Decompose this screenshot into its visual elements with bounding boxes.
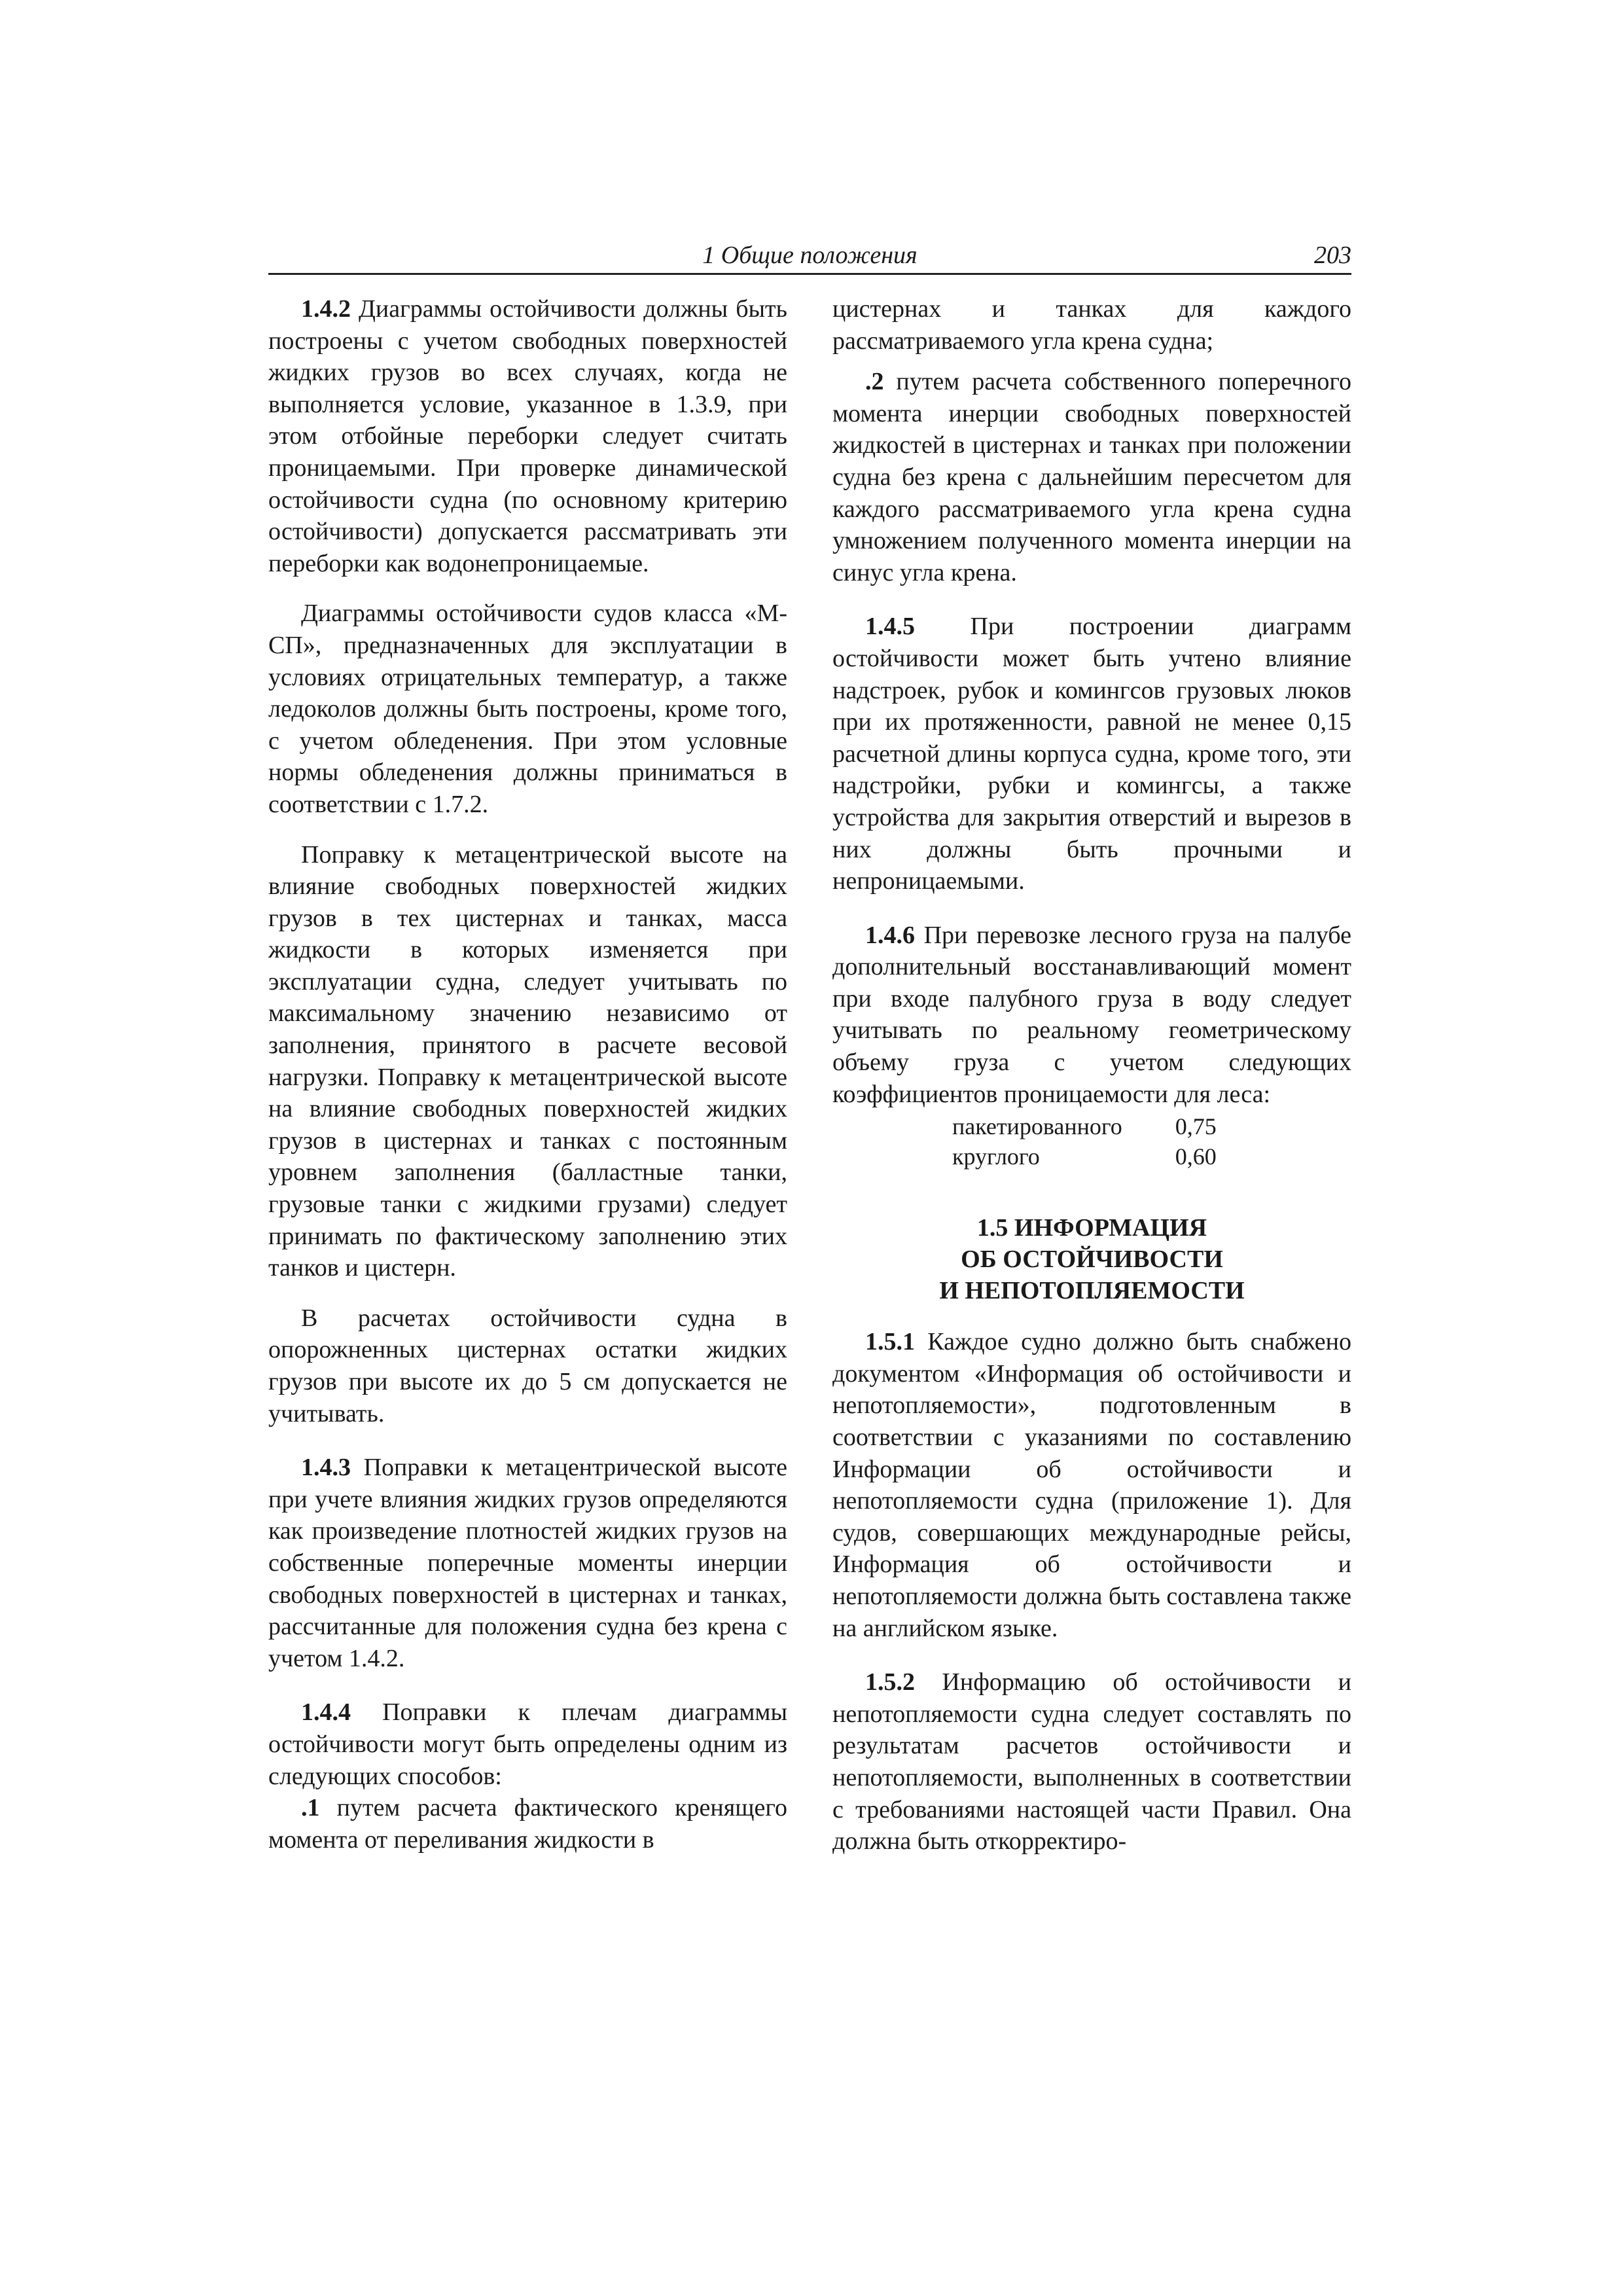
paragraph-text: Информацию об остойчивости и непотопляемости судна следует составлять по результатам расчетов остойчивости и непотопляемости, выполненных в соответствии с требованиями настоящей части Правил. Она должна быть откорректиро-	[832, 1668, 1351, 1856]
permeability-table	[952, 1111, 1217, 1172]
item-text: путем расчета собственного поперечного момента инерции свободных поверхностей жидкостей в цистернах и танках при положении судна без крена с дальнейшим пересчетом для каждого рассматриваемого угла крена судна умножением полученного момента инерции на синус угла крена.	[832, 368, 1352, 586]
paragraph-text: При построении диаграмм остойчивости может быть учтено влияние надстроек, рубок и комингсов грузовых люков при их протяженности, равной не менее 0,15 расчетной длины корпуса судна, кроме того, эти надстройки, рубки и комингсы, а также устройства для закрытия отверстий и вырезов в них должны быть прочными и непроницаемыми.	[832, 613, 1352, 895]
heading-line: И НЕПОТОПЛЯЕМОСТИ	[939, 1277, 1245, 1305]
cargo-type: круглого	[952, 1143, 1040, 1170]
paragraph-1-4-4	[268, 1696, 787, 1792]
table-row	[952, 1141, 1217, 1172]
heading-line: ОБ ОСТОЙЧИВОСТИ	[961, 1246, 1223, 1274]
paragraph-empty-tanks: В расчетах остойчивости судна в опорожненных цистернах остатки жидких грузов при высоте их до 5 см допускается не учитывать.	[268, 1304, 787, 1427]
paragraph-1-5-2	[832, 1666, 1351, 1857]
paragraph-icing: Диаграммы остойчивости судов класса «М-СП», предназначенных для эксплуатации в условиях отрицательных температур, а также ледоколов должны быть построены, кроме того, с учетом обледенения. При этом условные нормы обледенения должны приниматься в соответствии с 1.7.2.	[268, 600, 787, 818]
list-item-2	[832, 366, 1351, 588]
section-title: 1 Общие положения	[702, 242, 918, 269]
clause-number: 1.5.1	[865, 1328, 915, 1356]
paragraph-1-4-5	[832, 611, 1351, 897]
cargo-type: пакетированного	[952, 1113, 1122, 1140]
paragraph-text: Диаграммы остойчивости должны быть построены с учетом свободных поверхностей жидких грузов во всех случаях, когда не выполняется условие, указанное в 1.3.9, при этом отбойные переборки следует считать проницаемыми. При проверке динамической остойчивости судна (по основному критерию остойчивости) допускается рассматривать эти переборки как водонепроницаемые.	[268, 295, 787, 577]
paragraph-free-surface-correction: Поправку к метацентрической высоте на влияние свободных поверхностей жидких грузов в тех цистернах и танках, масса жидкости в которых изменяется при эксплуатации судна, следует учитывать по максимальному значению независимо от заполнения, принятого в расчете весовой нагрузки. Поправку к метацентрической высоте на влияние свободных поверхностей жидких грузов в цистернах и танках с постоянным уровнем заполнения (балластные танки, грузовые танки с жидкими грузами) следует принимать по фактическому заполнению этих танков и цистерн.	[268, 840, 787, 1282]
paragraph-1-4-6	[832, 920, 1351, 1111]
paragraph-1-5-1	[832, 1326, 1351, 1644]
list-item-1-continued: цистернах и танках для каждого рассматриваемого угла крена судна;	[832, 295, 1351, 355]
running-header	[268, 239, 1351, 275]
right-column	[832, 293, 1351, 1857]
paragraph-text: Поправки к метацентрической высоте при учете влияния жидких грузов определяются как произведение плотностей жидких грузов на собственные поперечные моменты инерции свободных поверхностей в цистернах и танках, рассчитанные для положения судна без крена с учетом 1.4.2.	[268, 1454, 787, 1672]
clause-number: 1.4.4	[301, 1698, 351, 1727]
item-number: .1	[301, 1794, 320, 1822]
paragraph-text: При перевозке лесного груза на палубе дополнительный восстанавливающий момент при входе палубного груза в воду следует учитывать по реальному геометрическому объему груза с учетом следующих коэффициентов проницаемости для леса:	[832, 921, 1352, 1108]
permeability-value: 0,75	[1175, 1113, 1217, 1140]
permeability-value: 0,60	[1175, 1143, 1217, 1170]
left-column	[268, 293, 787, 1856]
clause-number: 1.4.2	[301, 295, 351, 323]
section-heading-1-5	[832, 1212, 1351, 1306]
heading-line: 1.5 ИНФОРМАЦИЯ	[976, 1214, 1207, 1242]
paragraph-1-4-3	[268, 1452, 787, 1674]
clause-number: 1.4.3	[301, 1454, 351, 1482]
page-number: 203	[1314, 242, 1351, 269]
item-number: .2	[865, 368, 884, 396]
paragraph-1-4-2	[268, 293, 787, 579]
table-row	[952, 1111, 1217, 1141]
clause-number: 1.4.6	[865, 921, 915, 949]
clause-number: 1.4.5	[865, 613, 915, 641]
clause-number: 1.5.2	[865, 1668, 915, 1696]
item-text: путем расчета фактического кренящего момента от переливания жидкости в	[268, 1794, 787, 1854]
list-item-1	[268, 1792, 787, 1856]
paragraph-text: Поправки к плечам диаграммы остойчивости могут быть определены одним из следующих способов:	[268, 1698, 788, 1790]
paragraph-text: Каждое судно должно быть снабжено документом «Информация об остойчивости и непотопляемости», подготовленным в соответствии с указаниями по составлению Информации об остойчивости и непотопляемости судна (приложение 1). Для судов, совершающих международные рейсы, Информация об остойчивости и непотопляемости должна быть составлена также на английском языке.	[832, 1328, 1352, 1642]
